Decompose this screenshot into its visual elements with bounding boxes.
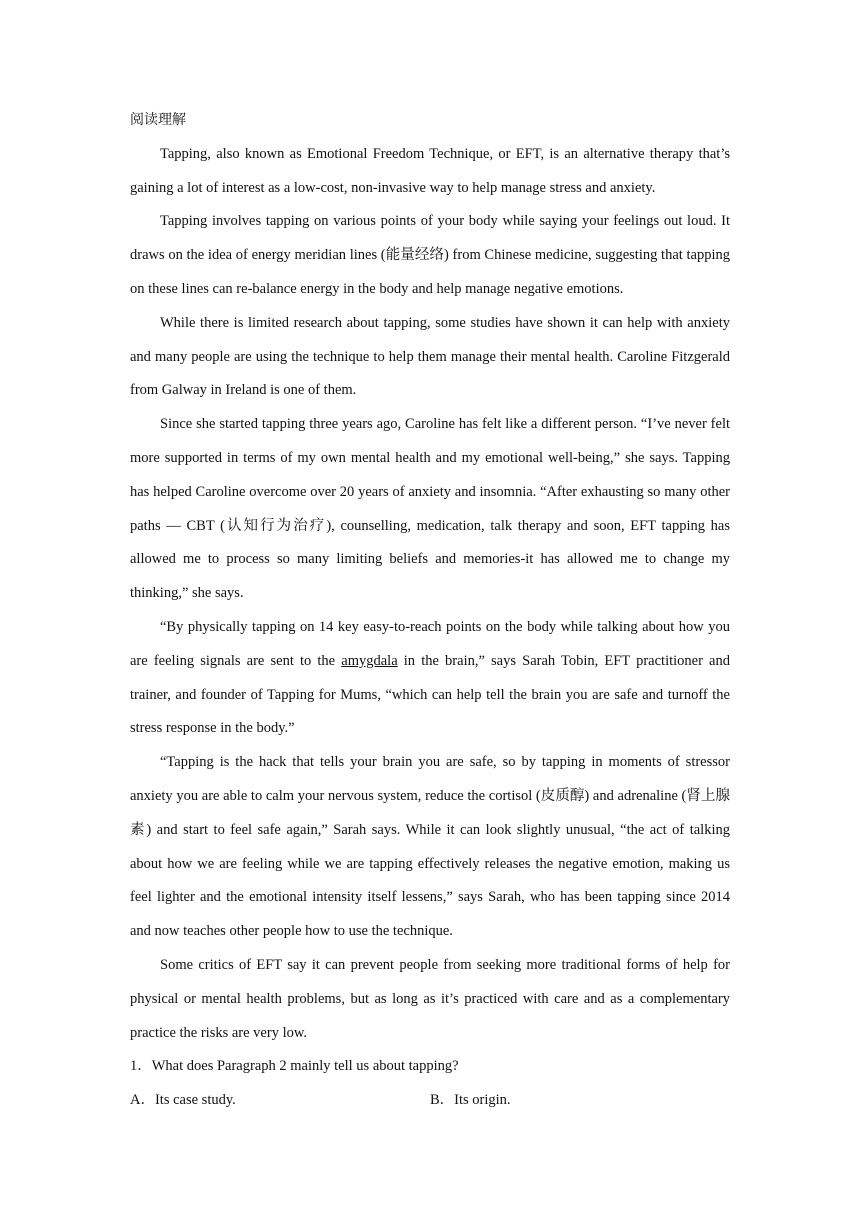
paragraph-2: Tapping involves tapping on various points of your body while saying your feelings out loud. It draws on the idea of energy meridian lines (能量经络) from Chinese medicine, suggesting that tapping on these lines can re-balance energy in the body and help manage negative emotions.: [130, 213, 730, 297]
paragraph-5: [130, 611, 730, 746]
section-title: 阅读理解: [130, 112, 186, 128]
underlined-word: amygdala: [341, 652, 398, 669]
question-1: 1．What does Paragraph 2 mainly tell us about tapping?: [130, 1058, 459, 1075]
paragraph-6: “Tapping is the hack that tells your brain you are safe, so by tapping in moments of stressor anxiety you are able to calm your nervous system, reduce the cortisol (皮质醇) and adrenaline (肾上腺素) and start to feel safe again,” Sarah says. While it can look slightly unusual, “the act of talking about how we are feeling while we are tapping effectively releases the negative emotion, making us feel lighter and the emotional intensity itself lessens,” says Sarah, who has been tapping since 2014 and now teaches other people how to use the technique.: [130, 754, 730, 940]
paragraph-1: Tapping, also known as Emotional Freedom Technique, or EFT, is an alternative therapy that’s gaining a lot of interest as a low-cost, non-invasive way to help manage stress and anxiety.: [130, 145, 730, 196]
option-b: B．Its origin.: [430, 1092, 511, 1109]
paragraph-5-after: in the brain,” says Sarah Tobin, EFT practitioner and trainer, and founder of Tapping for Mums, “which can help tell the brain you are safe and turnoff the stress response in the body.”: [130, 652, 730, 737]
reading-passage: [130, 104, 730, 1118]
question-1-options: [130, 1084, 730, 1118]
option-a: A．Its case study.: [130, 1092, 236, 1109]
paragraph-5-before: “By physically tapping on 14 key easy-to-reach points on the body while talking about how you are feeling signals are sent to the: [130, 618, 730, 669]
paragraph-7: Some critics of EFT say it can prevent people from seeking more traditional forms of help for physical or mental health problems, but as long as it’s practiced with care and as a complementary practice the risks are very low.: [130, 956, 730, 1041]
paragraph-3: While there is limited research about tapping, some studies have shown it can help with anxiety and many people are using the technique to help them manage their mental health. Caroline Fitzgerald from Galway in Ireland is one of them.: [130, 314, 730, 399]
paragraph-4: Since she started tapping three years ago, Caroline has felt like a different person. “I’ve never felt more supported in terms of my own mental health and my emotional well-being,” she says. Tapping has helped Caroline overcome over 20 years of anxiety and insomnia. “After exhausting so many other paths — CBT (认知行为治疗), counselling, medication, talk therapy and soon, EFT tapping has allowed me to process so many limiting beliefs and memories-it has allowed me to change my thinking,” she says.: [130, 416, 730, 602]
